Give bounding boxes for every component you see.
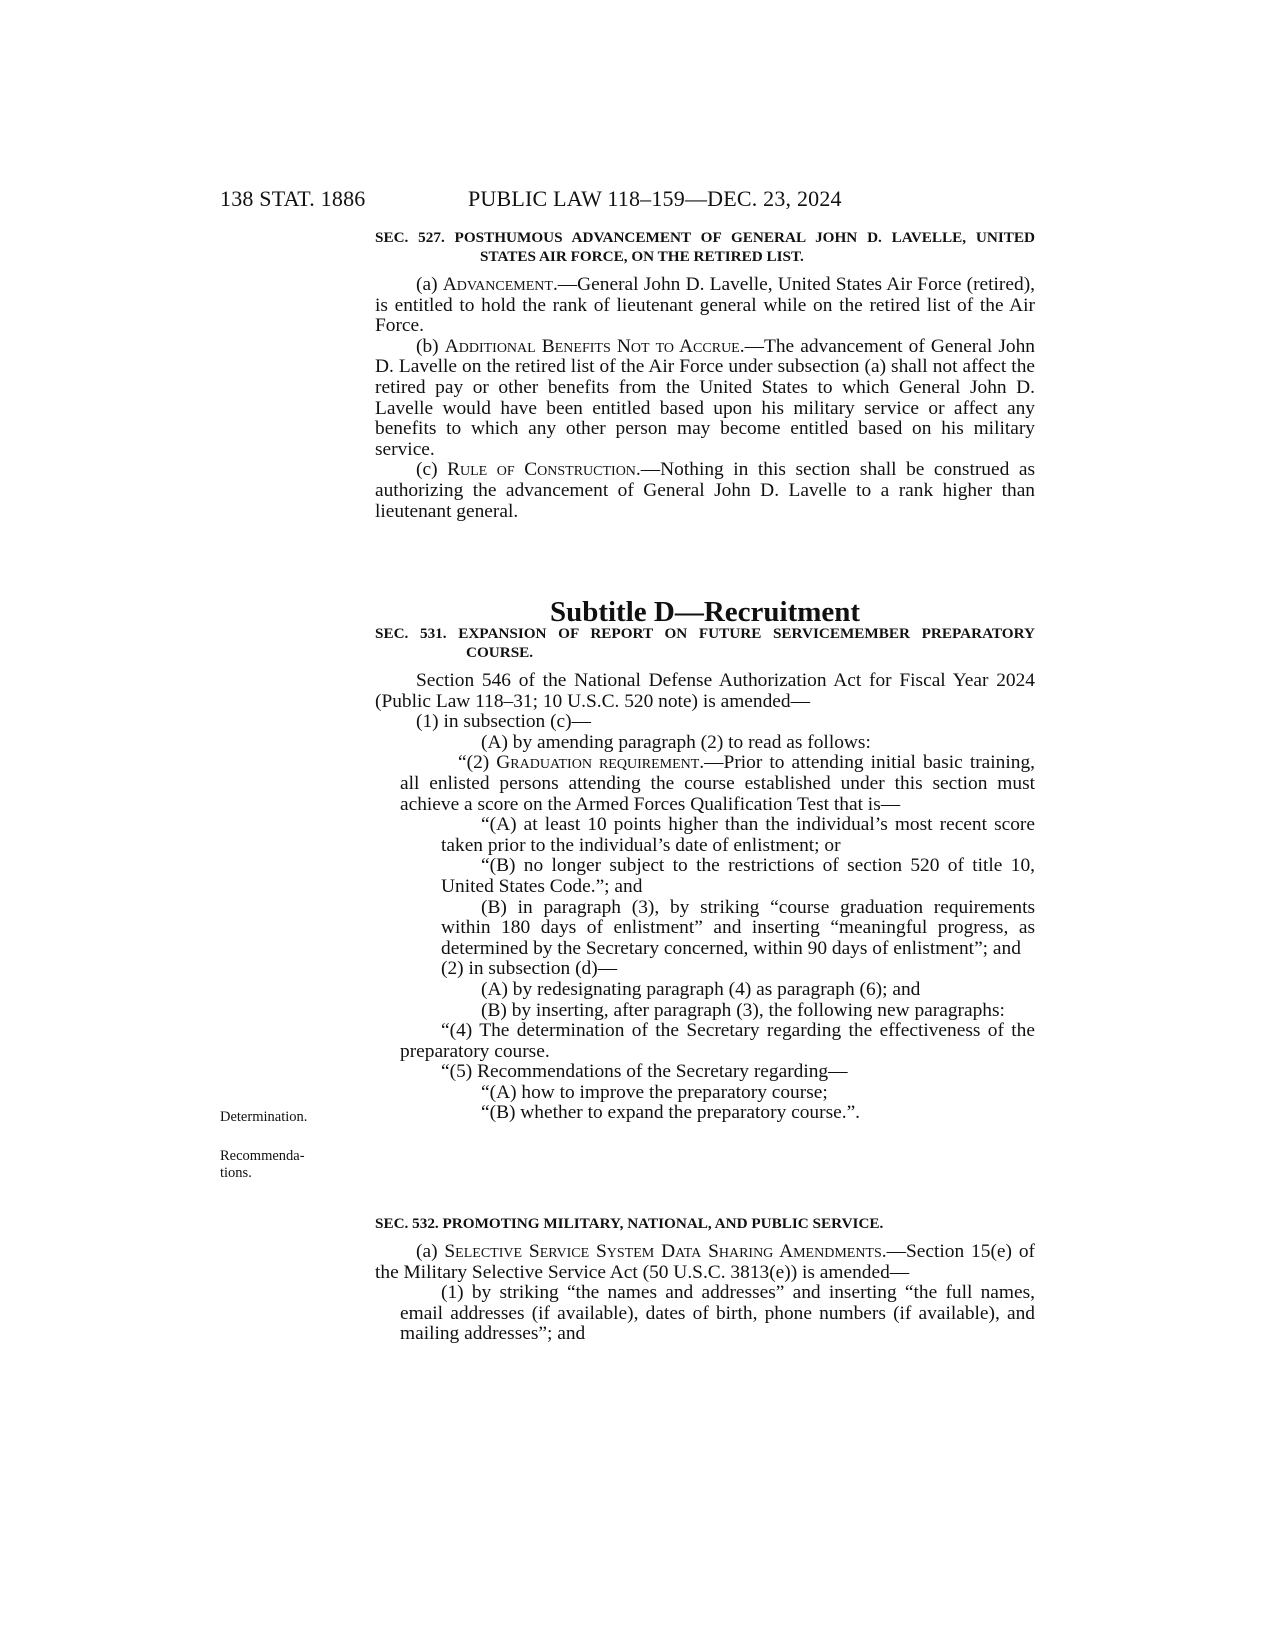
quoted-para-5A: “(A) how to improve the preparatory course; (481, 1081, 828, 1103)
quoted-para-2 (375, 753, 1035, 815)
margin-note-recommendations: Recommenda-tions. (220, 1148, 305, 1181)
subsection-b-text: .—The advancement of General John D. Lavelle on the retired list of the Air Force under subsection (a) shall not affect the retired pay or other benefits from the United States to which General John D. Lavelle would have been entitled based upon his military service or affect any benefits to which any other person may become entitled based on his military service. (375, 335, 1035, 460)
quoted-para-5B: “(B) whether to expand the preparatory course.”. (481, 1102, 861, 1124)
section-531-intro: Section 546 of the National Defense Authorization Act for Fiscal Year 2024 (Public Law 118–31; 10 U.S.C. 520 note) is amended— (375, 670, 1035, 712)
section-531-heading: SEC. 531. EXPANSION OF REPORT ON FUTURE SERVICEMEMBER PREPARATORY COURSE. (375, 625, 1035, 661)
subsection-b-number: (b) (416, 335, 445, 357)
section-527-subsection-c (375, 460, 1035, 522)
subsection-b-title: Additional Benefits Not to Accrue (444, 335, 740, 357)
subsection-a-text: .—General John D. Lavelle, United States Air Force (retired), is entitled to hold the rank of lieutenant general while on the retired list of the Air Force. (375, 274, 1035, 337)
quoted-para-2-title: Graduation requirement (496, 752, 700, 774)
margin-note-determination: Determination. (220, 1109, 308, 1125)
section-532-para-1: (1) by striking “the names and addresses” and inserting “the full names, email addresses (if available), dates of birth, phone numbers (if available), and mailing addresses”; and (400, 1282, 1035, 1345)
section-532-heading: SEC. 532. PROMOTING MILITARY, NATIONAL, AND PUBLIC SERVICE. (375, 1215, 884, 1232)
section-531-para-1B: (B) in paragraph (3), by striking “course graduation requirements within 180 days of enlistment” and inserting “meaningful progress, as determined by the Secretary concerned, within 90 days of enlistment”; and (441, 896, 1035, 959)
section-531-para-2A: (A) by redesignating paragraph (4) as paragraph (6); and (481, 978, 921, 1000)
section-532-subsection-a (375, 1242, 1035, 1283)
quoted-para-5: “(5) Recommendations of the Secretary regarding— (441, 1061, 848, 1083)
subtitle-heading: Subtitle D—Recruitment (549, 596, 861, 628)
subsection-a-number: (a) (416, 274, 443, 295)
section-531-para-2: (2) in subsection (d)— (441, 958, 618, 980)
subsection-a-number: (a) (416, 1241, 445, 1262)
quoted-para-2A: “(A) at least 10 points higher than the individual’s most recent score taken prior to the individual’s date of enlistment; or (441, 814, 1035, 856)
subsection-c-text: .—Nothing in this section shall be construed as authorizing the advancement of General John D. Lavelle to a rank higher than lieutenant general. (375, 459, 1036, 522)
section-527 (375, 228, 1035, 522)
subsection-a-text: .—Section 15(e) of the Military Selective Service Act (50 U.S.C. 3813(e)) is amended— (375, 1241, 1035, 1283)
section-527-subsection-b (375, 337, 1035, 461)
subsection-a-title: Selective Service System Data Sharing Amendments (444, 1241, 882, 1262)
section-531-para-1A: (A) by amending paragraph (2) to read as follows: (481, 731, 871, 753)
section-527-subsection-a (375, 275, 1035, 337)
quoted-para-2-text: .—Prior to attending initial basic training, all enlisted persons attending the course established under this section must achieve a score on the Armed Forces Qualification Test that is— (400, 752, 1035, 815)
section-531-para-2B: (B) by inserting, after paragraph (3), the following new paragraphs: (481, 999, 1005, 1021)
subsection-a-title: Advancement (442, 274, 553, 295)
page-running-header: PUBLIC LAW 118–159—DEC. 23, 2024 (468, 186, 842, 211)
section-527-heading: SEC. 527. POSTHUMOUS ADVANCEMENT OF GENERAL JOHN D. LAVELLE, UNITED STATES AIR FORCE, ON THE RETIRED LIST. (375, 229, 1035, 265)
subsection-c-number: (c) (416, 459, 448, 481)
page-stat-citation: 138 STAT. 1886 (220, 186, 366, 211)
quoted-para-2B: “(B) no longer subject to the restrictions of section 520 of title 10, United States Code.”; and (441, 855, 1035, 897)
quoted-para-2-number: “(2) (458, 752, 497, 774)
subsection-c-title: Rule of Construction (447, 459, 636, 481)
quoted-para-4: “(4) The determination of the Secretary regarding the effectiveness of the preparatory course. (400, 1020, 1035, 1062)
section-531-para-1: (1) in subsection (c)— (416, 711, 592, 733)
section-531 (375, 624, 1035, 1124)
section-532 (375, 1214, 1035, 1345)
